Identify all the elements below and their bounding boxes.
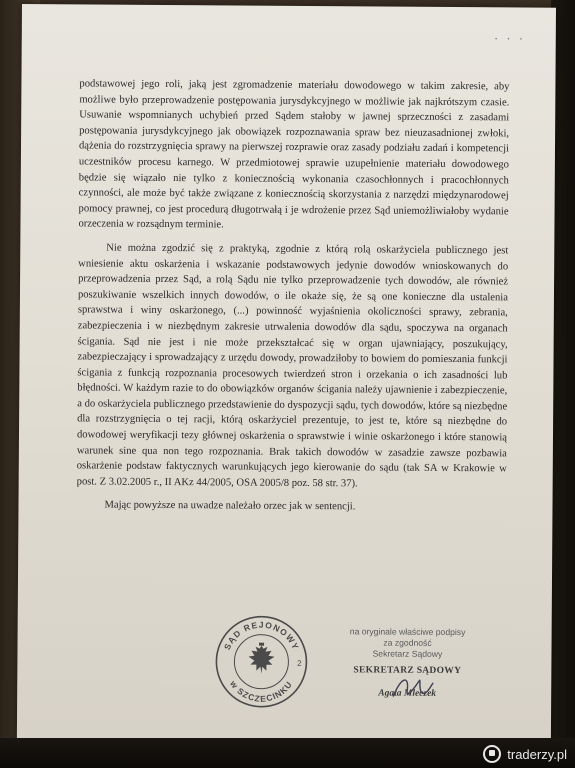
secretary-title: SEKRETARZ SĄDOWY <box>353 665 462 677</box>
certification-line-2: za zgodność <box>383 637 432 648</box>
stamp-bottom-text: w SZCZECINKU <box>228 678 295 704</box>
certification-line-3: Sekretarz Sądowy <box>372 648 443 659</box>
traderzy-logo-icon <box>483 745 501 763</box>
page-marker: · · · <box>494 33 526 46</box>
document-body <box>76 76 509 516</box>
paragraph-2: Nie można zgodzić się z praktyką, zgodnie z którą rolą oskarżyciela publicznego jest wniesienie aktu oskarżenia i wskazanie podstawowych jedynie dowodów wnioskowanych do przeprowadzenia przez Sąd, a rolą Sądu nie tylko przeprowadzenie tych dowodów, ale również poszukiwanie wszelkich innych dowodów, o ile okaże się, że są one konieczne dla ustalenia sprawstwa i winy oskarżonego, (...) powinność wyjaśnienia okoliczności sprawy, zebrania, zabezpieczenia i w niezbędnym zakresie utrwalenia dowodów dla sądu, spoczywa na organach ścigania. Sąd nie jest i nie może przekształcać się w organ ujawniający, poszukujący, zabezpieczający i sprowadzający z urzędu dowody, prowadziłoby to bowiem do pomieszania funkcji ścigania z funkcją rozpoznania procesowych twierdzeń stron i orzekania o ich zasadności lub błędności. W każdym razie to do obowiązków organów ścigania należy ujawnienie i zabezpieczenie, a do oskarżyciela publicznego przedstawienie do dyspozycji sądu, tych dowodów, które są niezbędne dla rozstrzygnięcia o tej racji, którą oskarżyciel prezentuje, to jest te, które są niezbędne do dowodowej weryfikacji tezy głównej oskarżenia o sprawstwie i winie oskarżonego i które stanowią warunek sine qua non tego rozpoznania. Brak takich dowodów w zasadzie zawsze pozbawia oskarżenie podstaw faktycznych warunkujących jego kierowanie do sądu (tak SA w Krakowie w post. Z 3.02.2005 r., II AKz 44/2005, OSA 2005/8 poz. 58 str. 37). <box>76 242 509 490</box>
eagle-emblem-icon <box>248 643 274 674</box>
document-page <box>17 4 556 764</box>
watermark <box>483 744 567 764</box>
watermark-text: traderzy.pl <box>507 746 567 762</box>
stamp-number: 2 <box>297 658 302 668</box>
court-stamp <box>213 613 310 710</box>
paragraph-1: podstawowej jego roli, jaką jest zgromadzenie materiału dowodowego w takim zakresie, aby możliwe było przeprowadzenie postępowania jurysdykcyjnego w możliwie jak najkrótszym czasie. Usuwanie wspomnianych uchybień przed Sądem stałoby w jawnej sprzeczności z zasadami postępowania jurysdykcyjnego jak obowiązek rozpoznawania spraw bez nieuzasadnionej zwłoki, dążenia do rozstrzygnięcia sprawy na pierwszej rozprawie oraz zasady podziału zadań i kompetencji uczestników procesu karnego. W przedmiotowej sprawie uzupełnienie materiału dowodowego będzie się wiązało nie tylko z koniecznością wykonania czasochłonnych i pracochłonnych czynności, ale może być także związane z koniecznością skorzystania z narzędzi międzynarodowej pomocy prawnej, co jest procedurą długotrwałą i je wdrożenie przez Sąd uniemożliwiałoby wydanie orzeczenia w rozsądnym terminie. <box>78 78 510 231</box>
paragraph-3: Mając powyższe na uwadze należało orzec jak w sentencji. <box>104 500 356 513</box>
stamp-top-text: SĄD REJONOWY <box>221 619 302 652</box>
handwritten-signature <box>387 667 437 707</box>
certification-line-1: na oryginale właściwe podpisy <box>349 626 466 638</box>
secretary-name: Agata Mleczek <box>378 688 437 699</box>
